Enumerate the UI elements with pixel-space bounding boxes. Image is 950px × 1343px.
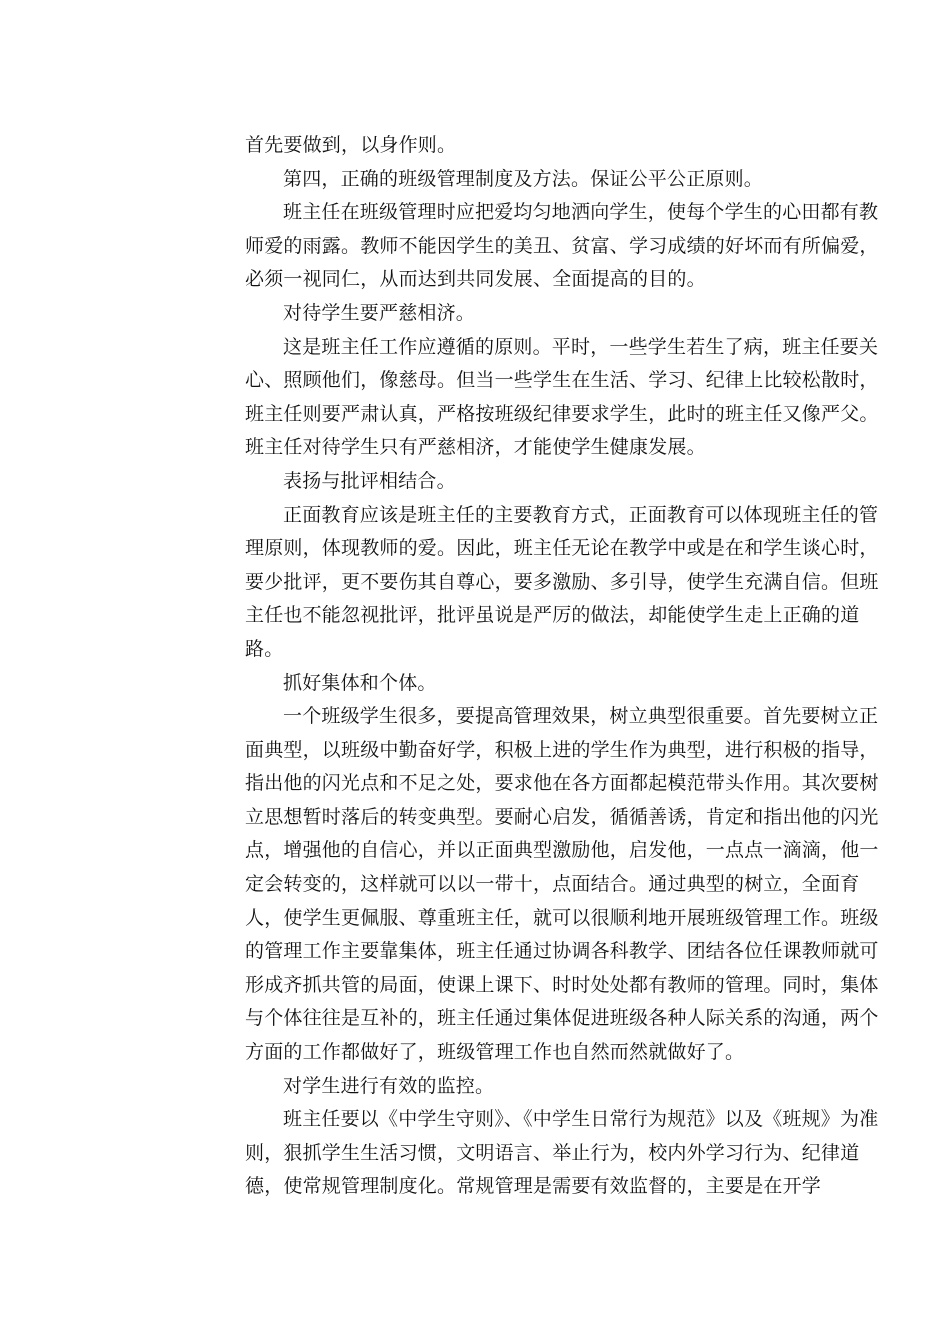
paragraph-6: 表扬与批评相结合。	[283, 469, 456, 492]
paragraph-7: 正面教育应该是班主任的主要教育方式，正面教育可以体现班主任的管理原则，体现教师的爱。因此，班主任无论在教学中或是在和学生谈心时，要少批评，更不要伤其自尊心，要多激励、多引导，使学生充满自信。但班主任也不能忽视批评，批评虽说是严厉的做法，却能使学生走上正确的道路。	[245, 503, 879, 660]
paragraph-2: 第四，正确的班级管理制度及方法。保证公平公正原则。	[283, 167, 764, 190]
paragraph-1: 首先要做到，以身作则。	[245, 134, 457, 156]
paragraph-10: 对学生进行有效的监控。	[283, 1074, 495, 1097]
paragraph-3: 班主任在班级管理时应把爱均匀地洒向学生，使每个学生的心田都有教师爱的雨露。教师不能因学生的美丑、贫富、学习成绩的好坏而有所偏爱，必须一视同仁，从而达到共同发展、全面提高的目的。	[245, 201, 879, 291]
paragraph-5: 这是班主任工作应遵循的原则。平时，一些学生若生了病，班主任要关心、照顾他们，像慈母。但当一些学生在生活、学习、纪律上比较松散时，班主任则要严肃认真，严格按班级纪律要求学生，此时的班主任又像严父。班主任对待学生只有严慈相济，才能使学生健康发展。	[245, 335, 879, 459]
paragraph-9: 一个班级学生很多，要提高管理效果，树立典型很重要。首先要树立正面典型，以班级中勤奋好学，积极上进的学生作为典型，进行积极的指导，指出他的闪光点和不足之处，要求他在各方面都起模范带头作用。其次要树立思想暂时落后的转变典型。要耐心启发，循循善诱，肯定和指出他的闪光点，增强他的自信心，并以正面典型激励他，启发他，一点点一滴滴，他一定会转变的，这样就可以以一带十，点面结合。通过典型的树立，全面育人，使学生更佩服、尊重班主任，就可以很顺利地开展班级管理工作。班级的管理工作主要靠集体，班主任通过协调各科教学、团结各位任课教师就可形成齐抓共管的局面，使课上课下、时时处处都有教师的管理。同时，集体与个体往往是互补的，班主任通过集体促进班级各种人际关系的沟通，两个方面的工作都做好了，班级管理工作也自然而然就做好了。	[245, 705, 879, 1064]
paragraph-8: 抓好集体和个体。	[283, 671, 437, 694]
document-body	[245, 129, 885, 1204]
paragraph-4: 对待学生要严慈相济。	[283, 301, 476, 324]
paragraph-11: 班主任要以《中学生守则》、《中学生日常行为规范》以及《班规》为准则，狠抓学生生活习惯，文明语言、举止行为，校内外学习行为、纪律道德，使常规管理制度化。常规管理是需要有效监督的，主要是在开学	[245, 1108, 879, 1198]
